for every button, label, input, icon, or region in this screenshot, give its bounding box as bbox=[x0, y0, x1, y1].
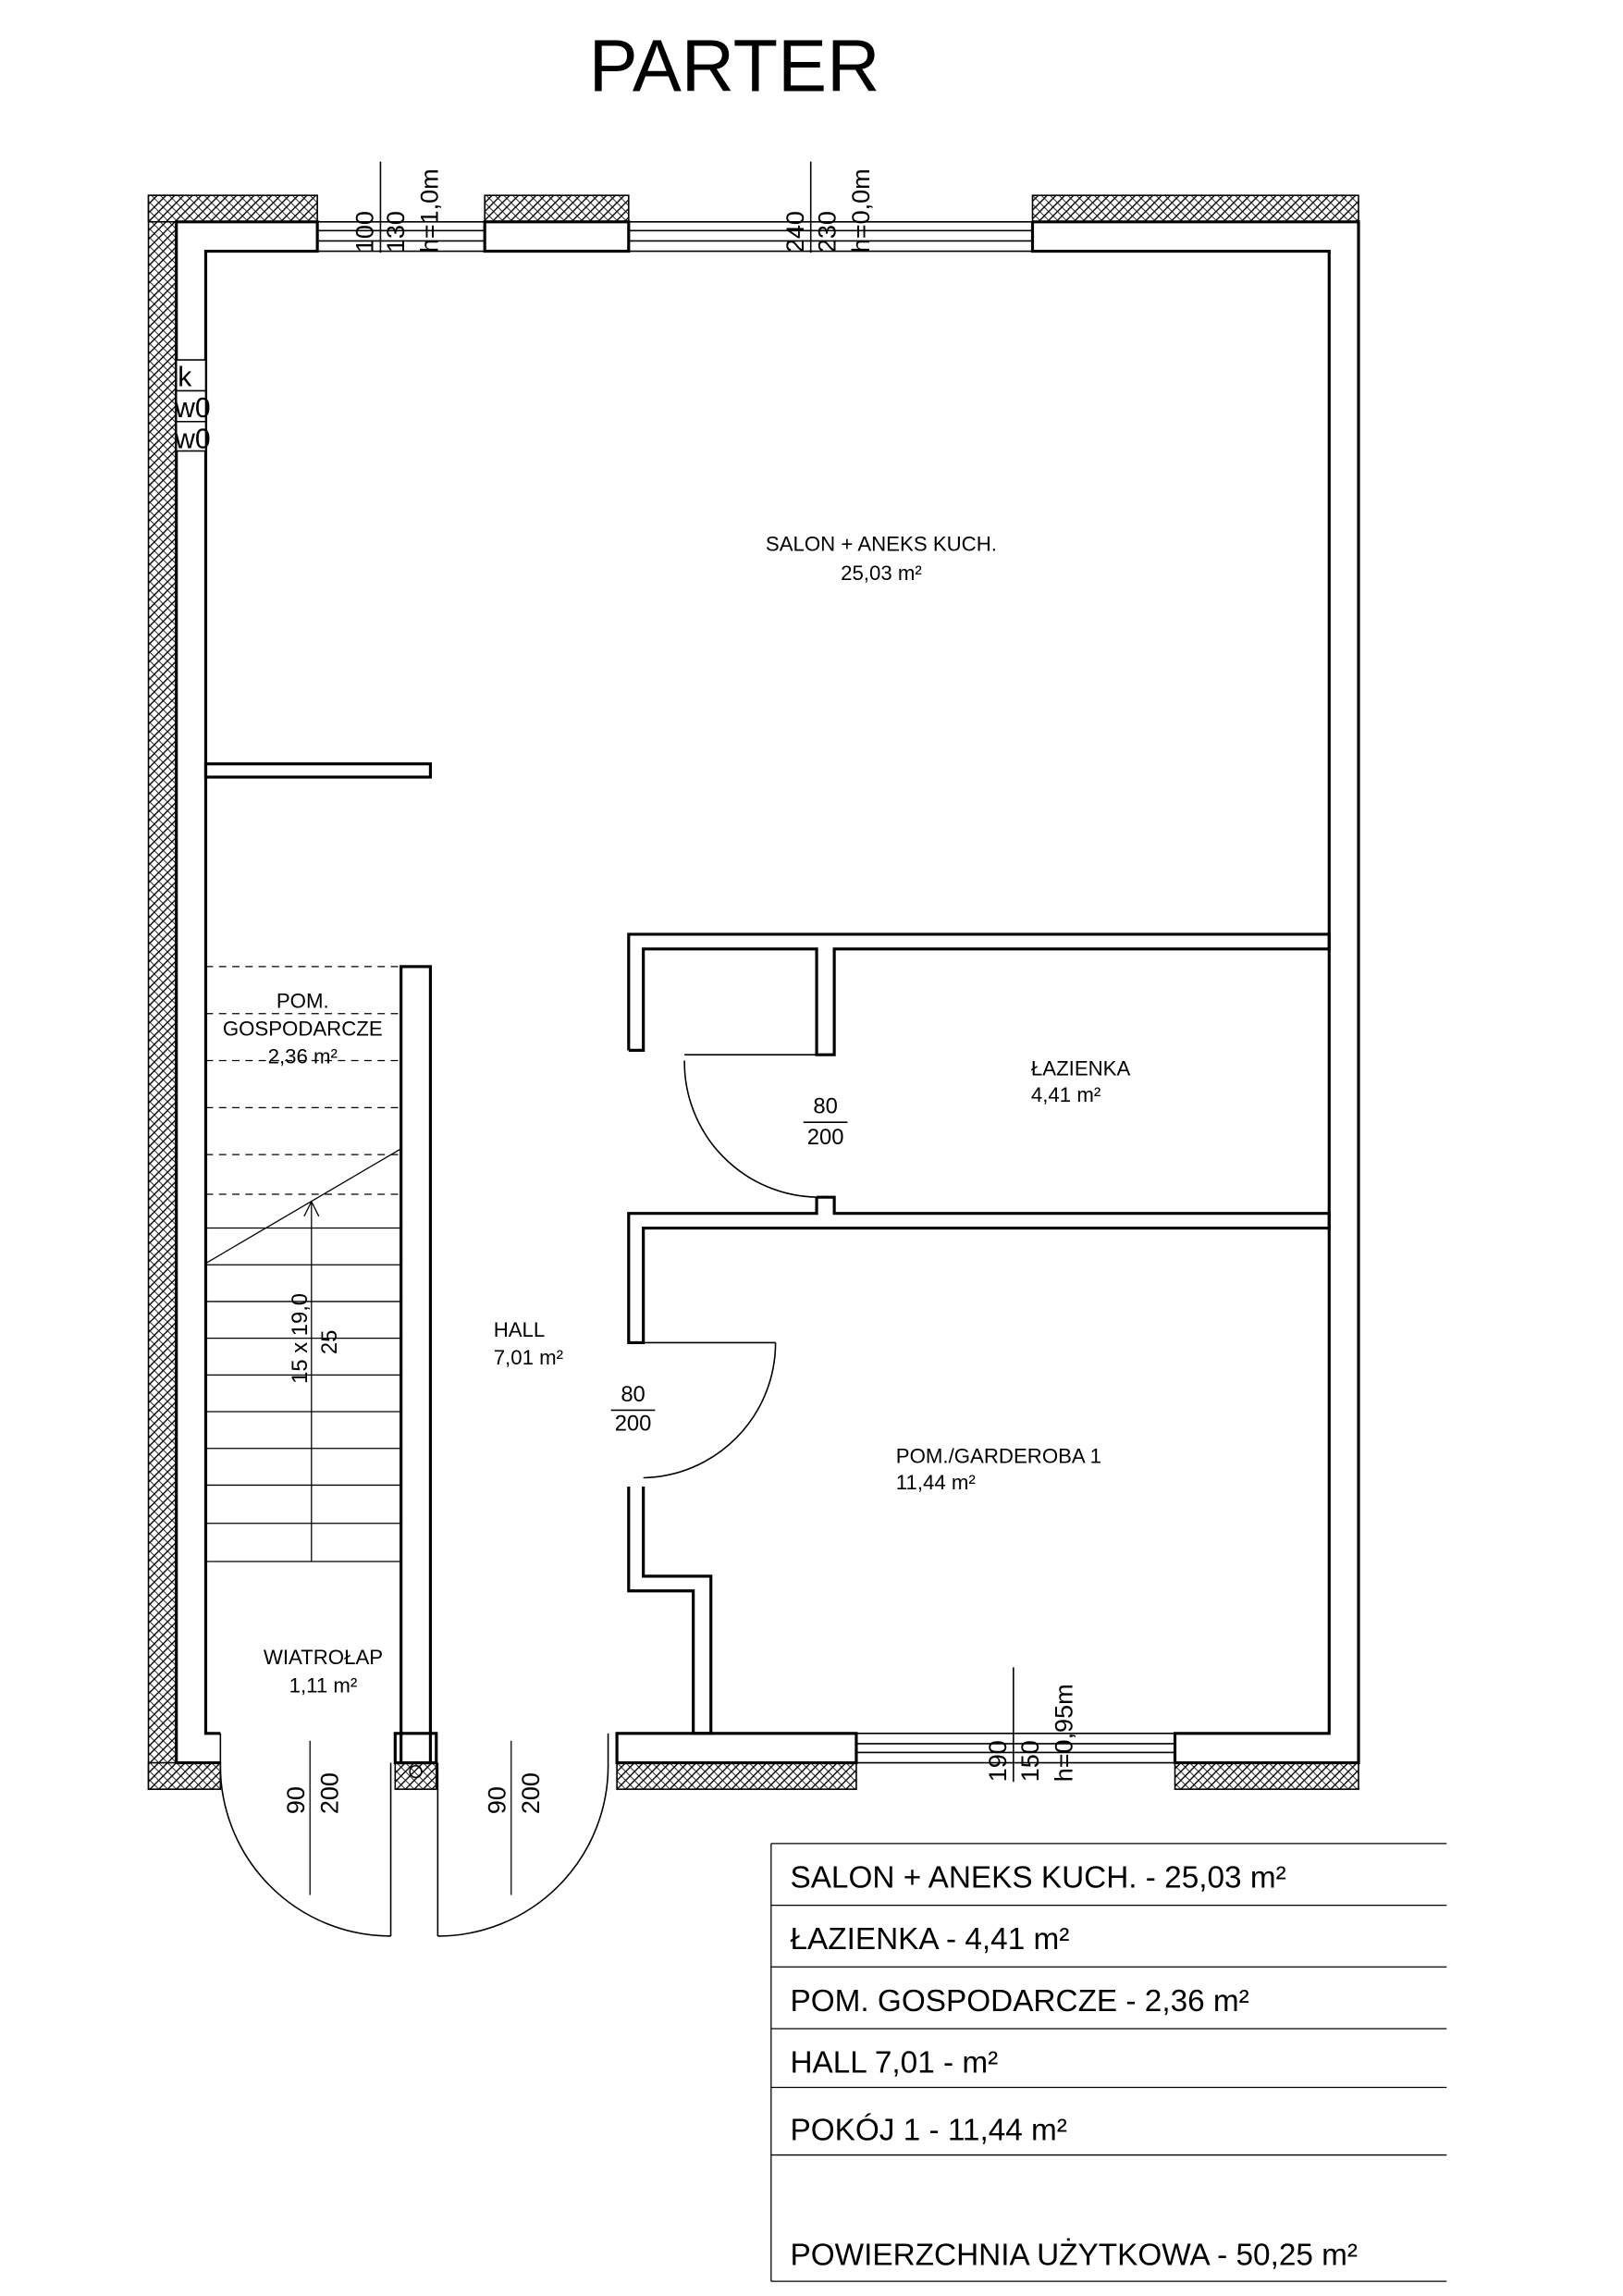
room-wiatrolap-area: 1,11 m² bbox=[289, 1673, 358, 1697]
summary-total: POWIERZCHNIA UŻYTKOWA - 50,25 m² bbox=[790, 2238, 1359, 2273]
room-wiatrolap-name: WIATROŁAP bbox=[263, 1646, 384, 1670]
ventilation-ducts bbox=[174, 360, 211, 454]
window-1-dimensions bbox=[350, 162, 443, 253]
summary-row: SALON + ANEKS KUCH. - 25,03 m² bbox=[790, 1860, 1286, 1895]
door-entrance-1-height: 200 bbox=[315, 1772, 344, 1815]
window-2-dimensions bbox=[781, 162, 875, 253]
room-salon-area: 25,03 m² bbox=[841, 562, 922, 586]
door-entrance-2-height: 200 bbox=[516, 1772, 545, 1815]
room-hall-area: 7,01 m² bbox=[493, 1346, 564, 1370]
window-1-height: 130 bbox=[381, 211, 410, 253]
door-lazienka-height: 200 bbox=[806, 1125, 844, 1151]
window-3-height: 150 bbox=[1015, 1740, 1044, 1783]
room-hall-name: HALL bbox=[493, 1318, 546, 1342]
window-3-sill: h=0,95m bbox=[1050, 1684, 1078, 1783]
room-gospodarcze-name-1: POM. bbox=[276, 989, 329, 1013]
room-salon-name: SALON + ANEKS KUCH. bbox=[765, 532, 997, 556]
room-gospodarcze-area: 2,36 m² bbox=[267, 1044, 338, 1068]
summary-row: POKÓJ 1 - 11,44 m² bbox=[790, 2113, 1067, 2148]
window-2-width: 240 bbox=[781, 211, 809, 253]
stairs-steps-label: 15 x 19,0 bbox=[288, 1292, 314, 1384]
room-lazienka-area: 4,41 m² bbox=[1030, 1082, 1101, 1106]
room-garderoba-area: 11,44 m² bbox=[895, 1471, 976, 1495]
walls bbox=[177, 222, 1359, 1763]
summary-row: ŁAZIENKA - 4,41 m² bbox=[790, 1922, 1070, 1957]
summary-row: POM. GOSPODARCZE - 2,36 m² bbox=[790, 1983, 1249, 2018]
window-3-width: 190 bbox=[983, 1740, 1012, 1783]
vent-w0-2: w0 bbox=[175, 424, 211, 455]
stairs-width-label: 25 bbox=[316, 1329, 342, 1355]
window-1-width: 100 bbox=[350, 211, 379, 253]
window-2-sill: h=0,0m bbox=[847, 168, 876, 253]
door-entrance-1-width: 90 bbox=[281, 1786, 310, 1815]
vent-w0-1: w0 bbox=[175, 392, 211, 424]
room-gospodarcze-name-2: GOSPODARCZE bbox=[222, 1017, 383, 1041]
window-3-dimensions bbox=[984, 1667, 1077, 1782]
door-garderoba-width: 80 bbox=[621, 1381, 646, 1407]
door-garderoba bbox=[644, 1342, 776, 1477]
door-lazienka-width: 80 bbox=[813, 1093, 838, 1119]
door-lazienka bbox=[684, 1055, 817, 1197]
window-1-sill: h=1,0m bbox=[415, 168, 444, 253]
summary-row: HALL 7,01 - m² bbox=[790, 2045, 999, 2080]
room-garderoba-name: POM./GARDEROBA 1 bbox=[895, 1444, 1102, 1468]
vent-k: k bbox=[178, 362, 192, 393]
door-entrance-1 bbox=[220, 1734, 390, 1936]
door-garderoba-height: 200 bbox=[614, 1411, 652, 1437]
window-2-height: 230 bbox=[813, 211, 842, 253]
room-lazienka-name: ŁAZIENKA bbox=[1030, 1056, 1131, 1080]
exterior-insulation bbox=[149, 195, 1359, 1789]
door-entrance-2-width: 90 bbox=[483, 1786, 511, 1815]
door-entrance-2 bbox=[410, 1734, 608, 1936]
plan-title: PARTER bbox=[588, 24, 880, 107]
